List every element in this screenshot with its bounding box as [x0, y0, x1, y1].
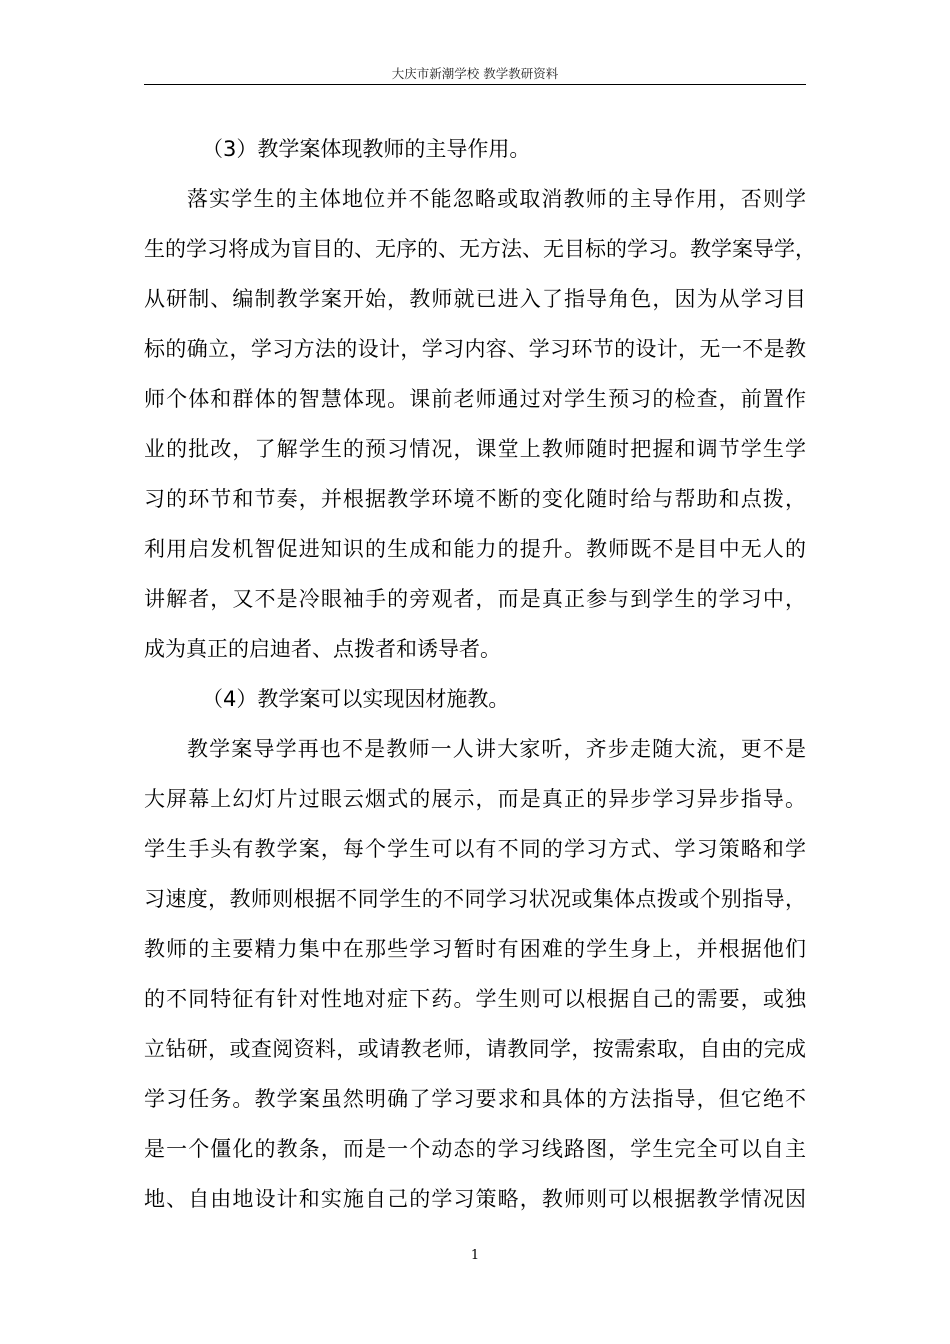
paragraph-line: 利用启发机智促进知识的生成和能力的提升。教师既不是目中无人的: [144, 537, 806, 561]
paragraph-line: 学生手头有教学案，每个学生可以有不同的学习方式、学习策略和学: [144, 837, 806, 861]
paragraph-line: 立钻研，或查阅资料，或请教老师，请教同学，按需索取，自由的完成: [144, 1037, 806, 1061]
paragraph-line: 从研制、编制教学案开始，教师就已进入了指导角色，因为从学习目: [144, 287, 806, 311]
paragraph-line: 业的批改，了解学生的预习情况，课堂上教师随时把握和调节学生学: [144, 437, 806, 461]
paragraph-line: 学习任务。教学案虽然明确了学习要求和具体的方法指导，但它绝不: [144, 1087, 806, 1111]
paragraph-line: 地、自由地设计和实施自己的学习策略，教师则可以根据教学情况因: [144, 1187, 806, 1211]
paragraph-line: 教学案导学再也不是教师一人讲大家听，齐步走随大流，更不是: [187, 737, 806, 761]
paragraph-line: 成为真正的启迪者、点拨者和诱导者。: [144, 637, 501, 661]
paragraph-line: 生的学习将成为盲目的、无序的、无方法、无目标的学习。教学案导学，: [144, 237, 816, 261]
paragraph-line: 大屏幕上幻灯片过眼云烟式的展示，而是真正的异步学习异步指导。: [144, 787, 806, 811]
paragraph-line: 落实学生的主体地位并不能忽略或取消教师的主导作用，否则学: [187, 187, 806, 211]
paragraph-line: 是一个僵化的教条，而是一个动态的学习线路图，学生完全可以自主: [144, 1137, 806, 1161]
paragraph-line: 师个体和群体的智慧体现。课前老师通过对学生预习的检查，前置作: [144, 387, 806, 411]
paragraph-line: 教师的主要精力集中在那些学习暂时有困难的学生身上，并根据他们: [144, 937, 806, 961]
document-body: [144, 124, 816, 1224]
header-divider: [144, 84, 806, 85]
page-number: 1: [470, 1248, 480, 1263]
paragraph-line: 习的环节和节奏，并根据教学环境不断的变化随时给与帮助和点拨，: [144, 487, 806, 511]
page-header: 大庆市新潮学校 教学教研资料: [391, 66, 559, 81]
paragraph-line: 的不同特征有针对性地对症下药。学生则可以根据自己的需要，或独: [144, 987, 806, 1011]
paragraph-line: 讲解者，又不是冷眼袖手的旁观者，而是真正参与到学生的学习中，: [144, 587, 806, 611]
section-heading-3: （3）教学案体现教师的主导作用。: [202, 137, 531, 161]
section-heading-4: （4）教学案可以实现因材施教。: [202, 687, 510, 711]
paragraph-line: 习速度，教师则根据不同学生的不同学习状况或集体点拨或个别指导，: [144, 887, 806, 911]
paragraph-line: 标的确立，学习方法的设计，学习内容、学习环节的设计，无一不是教: [144, 337, 806, 361]
